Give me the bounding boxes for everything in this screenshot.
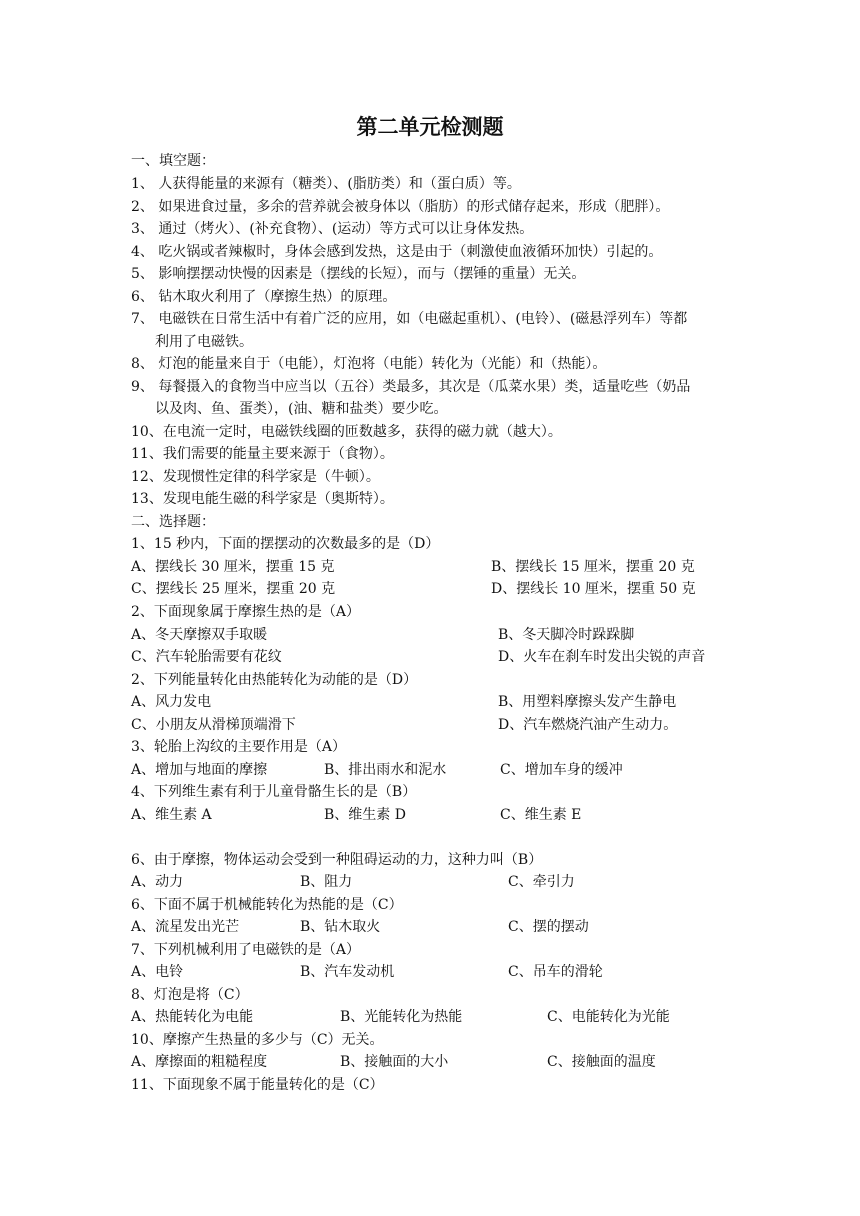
fill-item: 7、 电磁铁在日常生活中有着广泛的应用，如（电磁起重机）、(电铃）、(磁悬浮列车）等都: [131, 311, 688, 327]
choice-option: A、冬天摩擦双手取暖: [131, 627, 268, 643]
choice-option: A、增加与地面的摩擦: [131, 762, 268, 778]
choice-option: A、风力发电: [131, 694, 212, 710]
choice-option: B、阻力: [300, 874, 353, 890]
fill-item: 11、我们需要的能量主要来源于（食物）。: [131, 446, 394, 462]
fill-item: 9、 每餐摄入的食物当中应当以（五谷）类最多，其次是（瓜菜水果）类，适量吃些（奶品: [131, 379, 691, 395]
choice-question: 1、15 秒内，下面的摆摆动的次数最多的是（D）: [131, 536, 440, 552]
choice-question: 2、下列能量转化由热能转化为动能的是（D）: [131, 672, 418, 688]
choice-question: 11、下面现象不属于能量转化的是（C）: [131, 1077, 384, 1093]
choice-question: 2、下面现象属于摩擦生热的是（A）: [131, 604, 361, 620]
choice-option: C、增加车身的缓冲: [500, 762, 623, 778]
choice-option: B、冬天脚冷时跺跺脚: [498, 627, 635, 643]
choice-option: D、摆线长 10 厘米，摆重 50 克: [491, 581, 696, 597]
fill-item-continuation: 以及肉、鱼、蛋类），(油、糖和盐类）要少吃。: [155, 401, 448, 417]
choice-option: C、接触面的温度: [547, 1054, 656, 1070]
fill-item-continuation: 利用了电磁铁。: [155, 334, 253, 350]
choice-question: 6、下面不属于机械能转化为热能的是（C）: [131, 897, 403, 913]
choice-option: A、摆线长 30 厘米，摆重 15 克: [131, 559, 335, 575]
choice-option: A、动力: [131, 874, 184, 890]
choice-option: A、摩擦面的粗糙程度: [131, 1054, 268, 1070]
choice-option: C、摆的摆动: [508, 919, 589, 935]
choice-option: A、热能转化为电能: [131, 1009, 254, 1025]
choice-option: C、摆线长 25 厘米，摆重 20 克: [131, 581, 336, 597]
choice-option: C、维生素 E: [500, 807, 582, 823]
section-heading-choice: 二、选择题：: [131, 514, 215, 530]
choice-option: B、摆线长 15 厘米，摆重 20 克: [491, 559, 695, 575]
fill-item: 2、 如果进食过量，多余的营养就会被身体以（脂肪）的形式储存起来，形成（肥胖）。: [131, 199, 670, 215]
choice-option: B、汽车发动机: [300, 964, 395, 980]
choice-question: 3、轮胎上沟纹的主要作用是（A）: [131, 739, 347, 755]
choice-option: B、接触面的大小: [340, 1054, 449, 1070]
choice-question: 10、摩擦产生热量的多少与（C）无关。: [131, 1032, 384, 1048]
choice-option: D、火车在刹车时发出尖锐的声音: [498, 649, 706, 665]
fill-item: 8、 灯泡的能量来自于（电能），灯泡将（电能）转化为（光能）和（热能）。: [131, 356, 607, 372]
choice-option: C、电能转化为光能: [547, 1009, 670, 1025]
choice-option: B、排出雨水和泥水: [324, 762, 447, 778]
choice-option: A、电铃: [131, 964, 184, 980]
choice-option: C、小朋友从滑梯顶端滑下: [131, 717, 296, 733]
choice-option: B、用塑料摩擦头发产生静电: [498, 694, 677, 710]
choice-question: 7、下列机械利用了电磁铁的是（A）: [131, 942, 361, 958]
choice-option: B、钻木取火: [300, 919, 381, 935]
choice-option: C、牵引力: [508, 874, 575, 890]
fill-item: 13、发现电能生磁的科学家是（奥斯特）。: [131, 491, 394, 507]
section-heading-fill: 一、填空题：: [131, 153, 215, 169]
choice-question: 8、灯泡是将（C）: [131, 987, 249, 1003]
fill-item: 6、 钻木取火利用了（摩擦生热）的原理。: [131, 289, 397, 305]
choice-question: 4、下列维生素有利于儿童骨骼生长的是（B）: [131, 784, 417, 800]
choice-option: C、汽车轮胎需要有花纹: [131, 649, 282, 665]
choice-option: B、维生素 D: [324, 807, 406, 823]
fill-item: 10、在电流一定时，电磁铁线圈的匝数越多，获得的磁力就（越大）。: [131, 424, 562, 440]
choice-option: C、吊车的滑轮: [508, 964, 603, 980]
choice-option: D、汽车燃烧汽油产生动力。: [498, 717, 678, 733]
choice-option: A、流星发出光芒: [131, 919, 240, 935]
choice-option: A、维生素 A: [131, 807, 212, 823]
choice-question: 6、由于摩擦，物体运动会受到一种阻碍运动的力，这种力叫（B）: [131, 852, 543, 868]
fill-item: 12、发现惯性定律的科学家是（牛顿）。: [131, 469, 380, 485]
choice-option: B、光能转化为热能: [340, 1009, 463, 1025]
fill-item: 5、 影响摆摆动快慢的因素是（摆线的长短），而与（摆锤的重量）无关。: [131, 266, 586, 282]
fill-item: 4、 吃火锅或者辣椒时，身体会感到发热，这是由于（刺激使血液循环加快）引起的。: [131, 244, 663, 260]
fill-item: 1、 人获得能量的来源有（糖类）、(脂肪类）和（蛋白质）等。: [131, 176, 521, 192]
fill-item: 3、 通过（烤火）、(补充食物）、(运动）等方式可以让身体发热。: [131, 221, 534, 237]
page-title: 第二单元检测题: [356, 114, 504, 139]
